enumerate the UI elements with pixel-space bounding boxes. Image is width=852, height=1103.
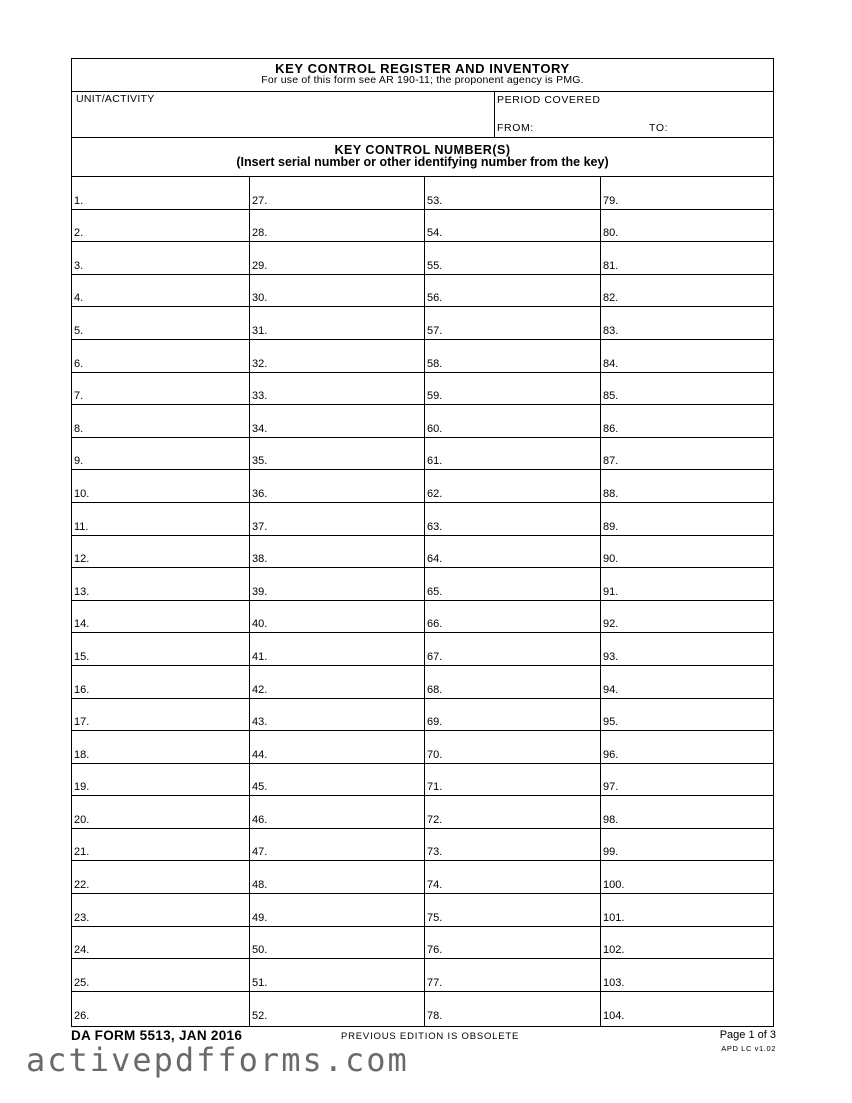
period-covered-label: PERIOD COVERED — [497, 94, 601, 106]
key-number-label: 7. — [74, 390, 84, 403]
key-number-field[interactable] — [425, 470, 601, 503]
key-number-label: 60. — [427, 422, 443, 435]
key-number-field[interactable] — [425, 699, 601, 732]
edition-note: PREVIOUS EDITION IS OBSOLETE — [341, 1031, 520, 1042]
key-number-label: 12. — [74, 553, 90, 566]
key-number-label: 58. — [427, 357, 443, 370]
key-number-label: 77. — [427, 976, 443, 989]
key-number-label: 15. — [74, 650, 90, 663]
key-control-form — [71, 58, 774, 1027]
key-number-label: 65. — [427, 585, 443, 598]
period-to-label: TO: — [649, 122, 669, 134]
key-number-field[interactable] — [425, 568, 601, 601]
key-number-label: 63. — [427, 520, 443, 533]
key-number-label: 87. — [603, 455, 619, 468]
key-number-field[interactable] — [72, 275, 249, 308]
key-number-field[interactable] — [601, 633, 774, 666]
key-number-field[interactable] — [601, 796, 774, 829]
watermark-text: activepdfforms.com — [26, 1041, 409, 1079]
key-number-field[interactable] — [72, 699, 249, 732]
key-number-label: 25. — [74, 976, 90, 989]
period-from-label: FROM: — [497, 122, 534, 134]
key-number-label: 104. — [603, 1010, 625, 1023]
key-number-label: 101. — [603, 911, 625, 924]
key-number-field[interactable] — [72, 503, 249, 536]
key-number-field[interactable] — [601, 927, 774, 960]
period-covered-field — [495, 92, 773, 137]
key-number-field[interactable] — [601, 568, 774, 601]
unit-activity-label: UNIT/ACTIVITY — [76, 93, 155, 105]
key-number-label: 14. — [74, 618, 90, 631]
key-number-field[interactable] — [72, 210, 249, 243]
key-number-label: 81. — [603, 259, 619, 272]
key-number-grid — [72, 177, 773, 1026]
key-number-label: 1. — [74, 194, 84, 207]
key-number-label: 39. — [252, 585, 268, 598]
form-header — [72, 59, 773, 92]
key-number-field[interactable] — [601, 699, 774, 732]
key-number-label: 78. — [427, 1010, 443, 1023]
key-number-label: 93. — [603, 650, 619, 663]
key-number-field[interactable] — [601, 470, 774, 503]
key-number-field[interactable] — [601, 242, 774, 275]
key-number-label: 103. — [603, 976, 625, 989]
key-number-field[interactable] — [72, 177, 249, 210]
key-number-field[interactable] — [425, 177, 601, 210]
key-number-label: 35. — [252, 455, 268, 468]
key-number-field[interactable] — [250, 340, 425, 373]
key-number-label: 37. — [252, 520, 268, 533]
unit-period-row — [72, 92, 773, 138]
key-number-label: 18. — [74, 748, 90, 761]
key-control-number-title: KEY CONTROL NUMBER(S) — [334, 143, 511, 157]
key-number-column — [424, 177, 601, 1026]
key-number-field[interactable] — [425, 764, 601, 797]
key-number-label: 71. — [427, 781, 443, 794]
form-title: KEY CONTROL REGISTER AND INVENTORY — [275, 61, 570, 76]
key-number-label: 53. — [427, 194, 443, 207]
key-number-label: 2. — [74, 227, 84, 240]
key-number-label: 22. — [74, 879, 90, 892]
key-number-label: 9. — [74, 455, 84, 468]
key-number-label: 34. — [252, 422, 268, 435]
key-number-field[interactable] — [601, 959, 774, 992]
key-number-field[interactable] — [250, 894, 425, 927]
key-number-field[interactable] — [601, 177, 774, 210]
key-number-field[interactable] — [425, 927, 601, 960]
key-number-label: 86. — [603, 422, 619, 435]
key-number-label: 20. — [74, 813, 90, 826]
key-number-field[interactable] — [72, 666, 249, 699]
key-number-label: 76. — [427, 944, 443, 957]
key-number-label: 5. — [74, 324, 84, 337]
key-number-field[interactable] — [601, 764, 774, 797]
key-number-label: 54. — [427, 227, 443, 240]
key-number-field[interactable] — [601, 992, 774, 1025]
key-number-label: 43. — [252, 716, 268, 729]
page-number: Page 1 of 3 — [719, 1029, 776, 1041]
key-number-label: 72. — [427, 813, 443, 826]
key-number-label: 99. — [603, 846, 619, 859]
key-number-field[interactable] — [250, 405, 425, 438]
key-number-field[interactable] — [601, 210, 774, 243]
key-number-field[interactable] — [425, 275, 601, 308]
key-number-field[interactable] — [72, 992, 249, 1025]
key-number-label: 88. — [603, 487, 619, 500]
key-number-label: 10. — [74, 487, 90, 500]
key-number-label: 82. — [603, 292, 619, 305]
key-number-label: 79. — [603, 194, 619, 207]
key-number-label: 27. — [252, 194, 268, 207]
key-number-label: 4. — [74, 292, 84, 305]
key-number-field[interactable] — [72, 796, 249, 829]
key-number-field[interactable] — [425, 861, 601, 894]
key-number-label: 94. — [603, 683, 619, 696]
key-number-label: 21. — [74, 846, 90, 859]
key-number-field[interactable] — [250, 764, 425, 797]
key-number-label: 47. — [252, 846, 268, 859]
key-number-field[interactable] — [601, 373, 774, 406]
key-number-label: 69. — [427, 716, 443, 729]
key-number-label: 48. — [252, 879, 268, 892]
key-number-field[interactable] — [72, 536, 249, 569]
key-number-label: 102. — [603, 944, 625, 957]
key-number-label: 84. — [603, 357, 619, 370]
key-number-field[interactable] — [72, 470, 249, 503]
key-number-label: 42. — [252, 683, 268, 696]
key-number-label: 96. — [603, 748, 619, 761]
version-label: APD LC v1.02 — [721, 1044, 776, 1053]
key-number-field[interactable] — [601, 601, 774, 634]
key-number-field[interactable] — [601, 275, 774, 308]
key-number-label: 17. — [74, 716, 90, 729]
key-number-label: 66. — [427, 618, 443, 631]
key-number-field[interactable] — [601, 438, 774, 471]
key-number-field[interactable] — [425, 666, 601, 699]
key-number-field[interactable] — [250, 568, 425, 601]
key-number-field[interactable] — [250, 861, 425, 894]
key-number-label: 50. — [252, 944, 268, 957]
key-number-label: 40. — [252, 618, 268, 631]
key-number-field[interactable] — [250, 731, 425, 764]
key-number-label: 70. — [427, 748, 443, 761]
key-control-number-instructions: (Insert serial number or other identifying number from the key) — [236, 155, 609, 169]
key-number-field[interactable] — [425, 536, 601, 569]
key-number-field[interactable] — [425, 242, 601, 275]
key-number-field[interactable] — [72, 568, 249, 601]
key-number-label: 55. — [427, 259, 443, 272]
key-number-label: 11. — [74, 520, 89, 533]
key-number-field[interactable] — [72, 307, 249, 340]
key-number-field[interactable] — [601, 307, 774, 340]
key-number-label: 36. — [252, 487, 268, 500]
key-number-label: 57. — [427, 324, 443, 337]
key-number-label: 92. — [603, 618, 619, 631]
key-number-field[interactable] — [425, 438, 601, 471]
key-number-field[interactable] — [250, 438, 425, 471]
key-number-label: 62. — [427, 487, 443, 500]
key-number-label: 30. — [252, 292, 268, 305]
key-number-label: 41. — [252, 650, 268, 663]
key-number-field[interactable] — [601, 536, 774, 569]
key-number-field[interactable] — [72, 894, 249, 927]
key-number-field[interactable] — [250, 633, 425, 666]
key-number-label: 45. — [252, 781, 268, 794]
key-number-field[interactable] — [425, 633, 601, 666]
key-number-field[interactable] — [601, 861, 774, 894]
key-number-field[interactable] — [601, 340, 774, 373]
key-number-field[interactable] — [601, 894, 774, 927]
key-number-field[interactable] — [72, 373, 249, 406]
key-number-label: 56. — [427, 292, 443, 305]
key-number-label: 44. — [252, 748, 268, 761]
key-number-field[interactable] — [425, 340, 601, 373]
key-number-field[interactable] — [425, 210, 601, 243]
key-number-label: 24. — [74, 944, 90, 957]
key-number-label: 19. — [74, 781, 90, 794]
key-number-field[interactable] — [250, 373, 425, 406]
key-number-field[interactable] — [250, 275, 425, 308]
key-number-field[interactable] — [425, 829, 601, 862]
key-number-label: 52. — [252, 1010, 268, 1023]
key-number-label: 59. — [427, 390, 443, 403]
key-number-label: 74. — [427, 879, 443, 892]
key-number-field[interactable] — [72, 927, 249, 960]
key-number-label: 51. — [252, 976, 268, 989]
key-number-field[interactable] — [425, 796, 601, 829]
key-number-label: 6. — [74, 357, 84, 370]
key-number-field[interactable] — [72, 829, 249, 862]
key-number-field[interactable] — [425, 405, 601, 438]
key-number-field[interactable] — [425, 992, 601, 1025]
key-number-field[interactable] — [425, 601, 601, 634]
key-number-field[interactable] — [601, 666, 774, 699]
form-id: DA FORM 5513, JAN 2016 — [71, 1028, 243, 1043]
key-number-label: 67. — [427, 650, 443, 663]
key-number-label: 100. — [603, 879, 625, 892]
key-number-label: 29. — [252, 259, 268, 272]
key-number-field[interactable] — [250, 503, 425, 536]
key-number-field[interactable] — [425, 959, 601, 992]
key-number-label: 46. — [252, 813, 268, 826]
key-number-field[interactable] — [250, 470, 425, 503]
key-control-number-header — [72, 138, 773, 177]
key-number-label: 26. — [74, 1010, 90, 1023]
key-number-field[interactable] — [72, 405, 249, 438]
key-number-field[interactable] — [250, 699, 425, 732]
key-number-label: 23. — [74, 911, 90, 924]
key-number-label: 75. — [427, 911, 443, 924]
key-number-field[interactable] — [72, 959, 249, 992]
key-number-field[interactable] — [425, 503, 601, 536]
key-number-field[interactable] — [601, 731, 774, 764]
key-number-label: 80. — [603, 227, 619, 240]
key-number-field[interactable] — [72, 861, 249, 894]
key-number-column — [72, 177, 249, 1026]
key-number-label: 61. — [427, 455, 443, 468]
key-number-label: 64. — [427, 553, 443, 566]
key-number-field[interactable] — [250, 829, 425, 862]
key-number-label: 31. — [252, 324, 268, 337]
key-number-field[interactable] — [72, 764, 249, 797]
key-number-field[interactable] — [250, 210, 425, 243]
key-number-field[interactable] — [72, 731, 249, 764]
key-number-label: 90. — [603, 553, 619, 566]
key-number-field[interactable] — [72, 601, 249, 634]
key-number-label: 13. — [74, 585, 90, 598]
key-number-label: 8. — [74, 422, 84, 435]
key-number-field[interactable] — [250, 959, 425, 992]
key-number-field[interactable] — [72, 242, 249, 275]
key-number-field[interactable] — [425, 894, 601, 927]
key-number-field[interactable] — [72, 438, 249, 471]
key-number-field[interactable] — [250, 177, 425, 210]
form-subtitle: For use of this form see AR 190-11; the proponent agency is PMG. — [261, 74, 584, 86]
key-number-field[interactable] — [425, 373, 601, 406]
key-number-field[interactable] — [250, 992, 425, 1025]
key-number-field[interactable] — [601, 829, 774, 862]
key-number-label: 91. — [603, 585, 619, 598]
key-number-field[interactable] — [250, 601, 425, 634]
key-number-field[interactable] — [425, 307, 601, 340]
key-number-label: 49. — [252, 911, 268, 924]
key-number-field[interactable] — [250, 242, 425, 275]
key-number-label: 38. — [252, 553, 268, 566]
key-number-label: 98. — [603, 813, 619, 826]
key-number-label: 83. — [603, 324, 619, 337]
key-number-field[interactable] — [72, 340, 249, 373]
key-number-label: 68. — [427, 683, 443, 696]
key-number-field[interactable] — [250, 666, 425, 699]
key-number-label: 28. — [252, 227, 268, 240]
key-number-label: 16. — [74, 683, 90, 696]
key-number-field[interactable] — [250, 927, 425, 960]
key-number-label: 73. — [427, 846, 443, 859]
key-number-label: 85. — [603, 390, 619, 403]
key-number-label: 3. — [74, 259, 84, 272]
key-number-label: 89. — [603, 520, 619, 533]
key-number-label: 32. — [252, 357, 268, 370]
key-number-field[interactable] — [425, 731, 601, 764]
key-number-column — [600, 177, 774, 1026]
key-number-field[interactable] — [601, 503, 774, 536]
key-number-label: 95. — [603, 716, 619, 729]
key-number-field[interactable] — [250, 536, 425, 569]
key-number-label: 33. — [252, 390, 268, 403]
key-number-field[interactable] — [601, 405, 774, 438]
unit-activity-field[interactable] — [72, 92, 495, 137]
key-number-field[interactable] — [250, 796, 425, 829]
key-number-field[interactable] — [250, 307, 425, 340]
key-number-column — [249, 177, 425, 1026]
key-number-field[interactable] — [72, 633, 249, 666]
key-number-label: 97. — [603, 781, 619, 794]
